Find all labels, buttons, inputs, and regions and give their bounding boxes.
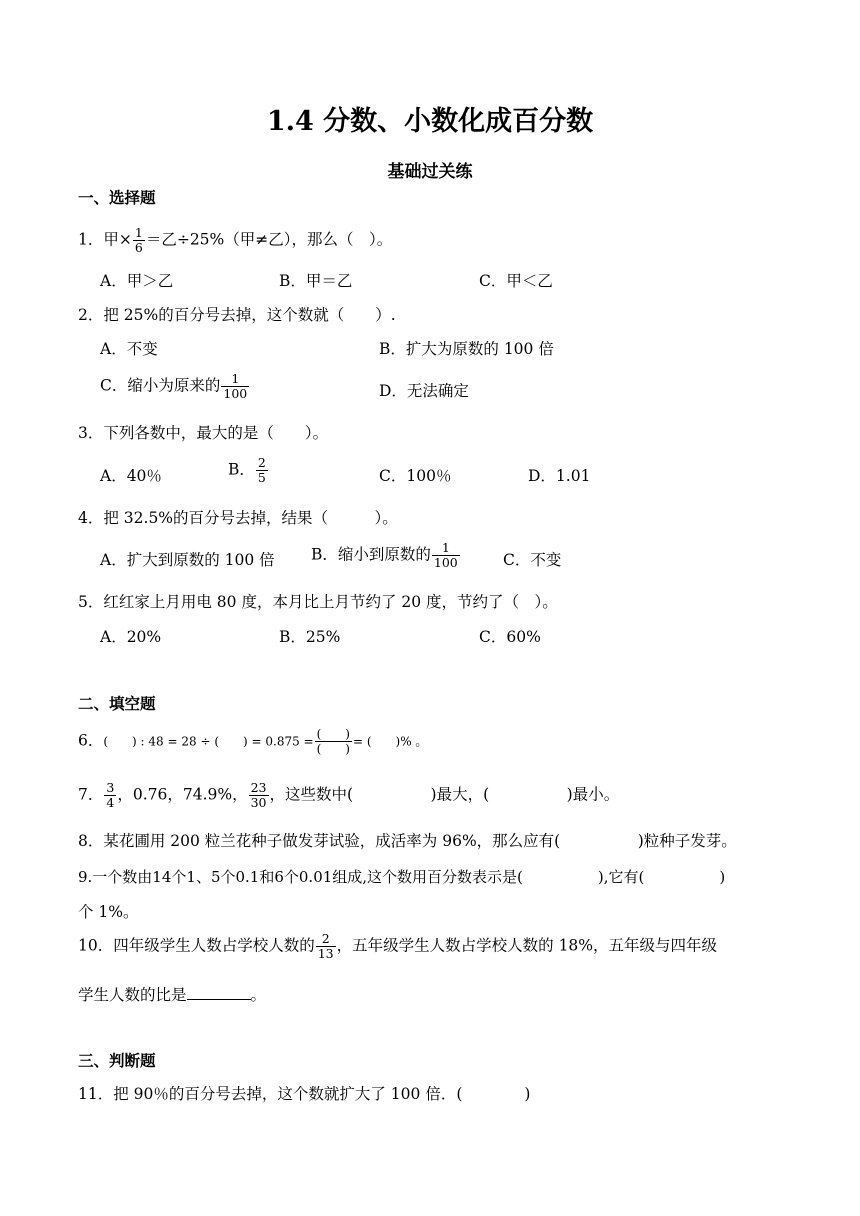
question-2: 2．把 25%的百分号去掉，这个数就（ ）. [78, 306, 396, 324]
q4-option-c: C．不变 [503, 551, 562, 569]
section-heading-judge: 三、判断题 [78, 1051, 156, 1070]
q5-option-a: A．20% [100, 628, 162, 646]
q1-option-a: A．甲＞乙 [100, 272, 174, 290]
question-11: 11．把 90％的百分号去掉，这个数就扩大了 100 倍．( ) [78, 1085, 531, 1103]
question-9-line-2: 个 1%。 [78, 903, 139, 921]
fraction-3-4: $\frac{3}{4}$ [106, 780, 115, 810]
question-4: 4．把 32.5%的百分号去掉，结果（ ）。 [78, 509, 398, 527]
fraction-1-100: $\frac{1}{100}$ [433, 540, 458, 570]
section-heading-choice: 一、选择题 [78, 188, 156, 207]
question-10-line-1: 10．四年级学生人数占学校人数的 $\frac{2}{13}$ ，五年级学生人数占学校人数的 18%，五年级与四年级 [78, 931, 718, 961]
q3-option-b: B． $\frac{2}{5}$ [228, 455, 266, 485]
page-title: 1.4 分数、小数化成百分数 [266, 106, 594, 137]
question-3: 3．下列各数中，最大的是（ ）。 [78, 424, 329, 442]
q5-option-c: C．60% [479, 628, 541, 646]
question-8: 8．某花圃用 200 粒兰花种子做发芽试验，成活率为 96%，那么应有( )粒种子发芽。 [78, 832, 737, 850]
fraction-blank: $\frac{( )}{( )}$ [316, 727, 350, 756]
question-5: 5．红红家上月用电 80 度，本月比上月节约了 20 度，节约了（ ）。 [78, 593, 558, 611]
answer-blank[interactable] [187, 985, 251, 1000]
q2-option-a: A．不变 [100, 340, 158, 358]
question-9-line-1: 9.一个数由14个1、5个0.1和6个0.01组成,这个数用百分数表示是( ),它有( ) [78, 868, 726, 886]
q4-option-a: A．扩大到原数的 100 倍 [100, 551, 275, 569]
q3-option-c: C．100％ [379, 467, 452, 485]
fraction-1-100: $\frac{1}{100}$ [223, 371, 248, 401]
question-1-number: 1． [78, 230, 104, 249]
q4-option-b: B．缩小到原数的 $\frac{1}{100}$ [311, 540, 458, 570]
question-7: 7． $\frac{3}{4}$ ，0.76，74.9%， $\frac{23}{30}$ ，这些数中( )最大，( )最小。 [78, 780, 620, 810]
question-10-line-2: 学生人数的比是 。 [78, 986, 267, 1004]
fraction-1-6: $\frac{1}{6}$ [134, 225, 143, 255]
question-6-expression: ( ) : 48 = 28 ÷ ( ) = 0.875 = [103, 734, 314, 749]
question-1-pre: 甲× [103, 230, 132, 249]
page-subtitle: 基础过关练 [387, 162, 473, 182]
q3-option-a: A．40％ [100, 467, 162, 485]
q3-option-d: D．1.01 [528, 467, 591, 485]
fraction-2-13: $\frac{2}{13}$ [317, 931, 334, 961]
question-1-post: ＝乙÷25%（甲≠乙），那么（ ）。 [145, 230, 393, 249]
q1-option-c: C．甲＜乙 [479, 272, 553, 290]
q2-option-b: B．扩大为原数的 100 倍 [379, 340, 554, 358]
question-6: 6．( ) : 48 = 28 ÷ ( ) = 0.875 = $\frac{( )}{( )}$ = ( )% 。 [78, 727, 428, 756]
q2-option-c: C．缩小为原来的 $\frac{1}{100}$ [100, 371, 248, 401]
question-6-tail: = ( )% 。 [352, 734, 428, 749]
q2-option-d: D．无法确定 [379, 382, 469, 400]
q1-option-b: B．甲＝乙 [279, 272, 353, 290]
fraction-2-5: $\frac{2}{5}$ [257, 455, 266, 485]
section-heading-fill: 二、填空题 [78, 694, 156, 713]
question-1 [78, 226, 392, 255]
q5-option-b: B．25% [279, 628, 341, 646]
fraction-23-30: $\frac{23}{30}$ [250, 780, 267, 810]
